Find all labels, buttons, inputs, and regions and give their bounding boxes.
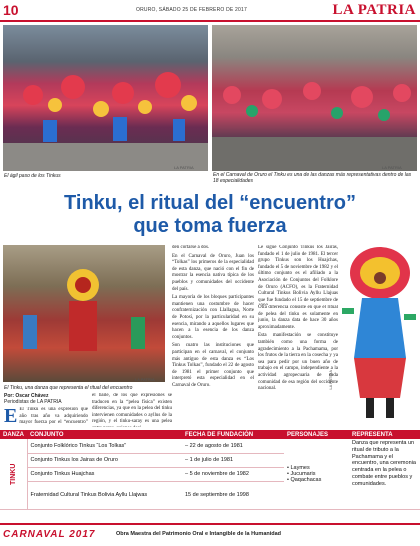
col1-text-1: El Tinku es una expresión que año tras año va adquiriendo mayor fuerza por el “encuentro” (19, 407, 88, 426)
th-conjunto: CONJUNTO (27, 430, 182, 439)
headline-line-1: Tinku, el ritual del “encuentro” (64, 192, 356, 214)
cell-fecha: – 22 de agosto de 1981 (182, 439, 284, 453)
col1-para-1 (4, 407, 88, 427)
cell-fecha: – 1 de julio de 1981 (182, 453, 284, 467)
newspaper-brand: LA PATRIA (332, 2, 416, 18)
cell-personajes (284, 439, 349, 510)
th-fecha: FECHA DE FUNDACIÓN (182, 430, 284, 439)
table-row (0, 439, 420, 453)
author-name: Por: Oscar Chávez (4, 393, 49, 399)
page-number: 10 (3, 2, 19, 18)
dancer-illustration (3, 245, 165, 382)
credit-mid-photo: LA PATRIA (135, 377, 155, 382)
th-personajes: PERSONAJES (284, 430, 349, 439)
cell-conjunto: Conjunto Tinkus Huajchas (27, 467, 182, 481)
photo-tinkus-parade (3, 25, 208, 171)
credit-dancer: LA PATRIA (328, 370, 333, 390)
cell-fecha-value: 1 de julio de 1981 (189, 457, 234, 464)
costumed-dancer-figure (340, 238, 418, 423)
page-header (0, 0, 420, 22)
cell-fecha: 15 de septiembre de 1998 (182, 481, 284, 509)
tinku-info-table (0, 430, 420, 510)
col2-para-1: el baile, de los que expresiones se traducen en la “pelea física” existen diferencias, ya que en la pelea del tinku intervienen comunidades o ayllus de la región, y el tinku-saray es una pelea (92, 393, 172, 425)
article-column-4 (258, 245, 338, 305)
page-footer (0, 523, 420, 546)
dance-name: TINKU (9, 463, 17, 485)
cell-representa: Danza que representa un ritual de tributo a la Pachamama y el encuentro, una ceremonia centrada en la pelea o combate entre pueblos y comunidades. (349, 439, 420, 510)
footer-tagline: Obra Maestra del Patrimonio Oral e Intangible de la Humanidad (116, 531, 282, 537)
caption-right-photo: En el Carnaval de Oruro el Tinku es una de las danzas más representativas dentro de las 18 especialidades (213, 172, 412, 184)
dancers-illustration (3, 25, 208, 171)
cell-conjunto: Conjunto Folklórico Tinkus “Los Tolkas” (27, 439, 182, 453)
cell-fecha-value: 22 de agosto de 1981 (189, 442, 243, 449)
col4-para-1: Le sigue Conjunto Tinkus los Jairas, fundado el 1 de julio de 1981. El tercer grupo Tinkus son los Huajchas, fundado el 5 de noviembre de 1982 y el último conjunto es el afiliado a la Asociación de Conjuntos del Folklore de Oruro (ACFO), es la Fraternidad Cultural Tinkus Bolivia Ayllu Llajuas que fue fundado el 15 de septiembre de (258, 245, 338, 303)
col3-para-4: Son cuatro las instituciones que participan en el carnaval, el conjunto más antiguo de esta danza es “Los Tinkus Tolkas”, fundado el 22 de agosto de 1981 el primer conjunto que interpretó esta especialidad en el Carnaval de Oruro. (172, 343, 254, 388)
cell-fecha-value: 5 de noviembre de 1982 (189, 471, 249, 478)
drop-cap: E (4, 407, 18, 427)
th-representa: REPRESENTA (349, 430, 420, 439)
cell-conjunto: Conjunto Tinkus los Jairas de Oruro (27, 453, 182, 467)
headline-line-2: que toma fuerza (133, 215, 287, 237)
personaje-1: • Laymes (287, 465, 310, 471)
footer-carnaval: CARNAVAL 2017 (3, 529, 96, 540)
article-column-5 (258, 305, 338, 427)
col3-para-3: La mayoría de los bloques participantes mantienen una costumbre de hacer confraternización con Llallagua, Norte de Potosí, por la particularidad en su esencia, mirando a aquellos lugares que hacen a la esencia de los danza conjuntos. (172, 295, 254, 340)
photo-carnaval-tinku (212, 25, 417, 171)
personaje-3: • Qaqachacas (287, 477, 322, 483)
author-role: Periodistas de LA PATRIA (4, 399, 62, 405)
caption-left-photo: El ágil paso de los Tinkus (4, 173, 61, 179)
table-header-row (0, 430, 420, 439)
photo-dancer-cutout (340, 238, 418, 423)
photo-tinku-dancer (3, 245, 165, 382)
th-danza: DANZA (0, 430, 27, 439)
credit-left-photo: LA PATRIA (174, 165, 194, 170)
cell-conjunto: Fraternidad Cultural Tinkus Bolivia Ayllu Llajwas (27, 481, 182, 509)
personaje-2: • Jucumaris (287, 471, 316, 477)
credit-right-photo: LA PATRIA (382, 165, 402, 170)
headline (0, 192, 420, 238)
header-date: ORURO, SÁBADO 25 DE FEBRERO DE 2017 (136, 7, 247, 13)
col3-para-2: En el Carnaval de Oruro, Juan los “Tolkas” los primeros de la especialidad de esta danza, que nació con el fin de mostrar la esencia nativa típica de los pueblos y comunidades del occidente del país. (172, 253, 254, 292)
article-column-2 (92, 393, 172, 427)
crowd-illustration (212, 25, 417, 171)
caption-mid-photo: El Tinku, una danza que representa el ritual del encuentro (4, 385, 133, 391)
col5-para-1: Otra diferencia consiste en que el ritual de pelea del tinku es solamente en junio, la danza data de hace 30 años aproximadamente. (258, 305, 338, 330)
col5-para-2: Esta manifestación se constituye también como una forma de agradecimiento a la Pachamama, por los frutos de la tierra en la cosecha y ya sea para pedir por un buen año de trabajo en el campo, independiente a la actividad agropecuaria de cada comunidad de esa región del occidente nacional. (258, 333, 338, 392)
article-column-3 (172, 245, 254, 427)
cell-fecha: – 5 de noviembre de 1982 (182, 467, 284, 481)
article-column-1 (4, 407, 88, 427)
col3-para-1: den cortarse a dos. (172, 245, 210, 250)
byline (4, 393, 84, 405)
